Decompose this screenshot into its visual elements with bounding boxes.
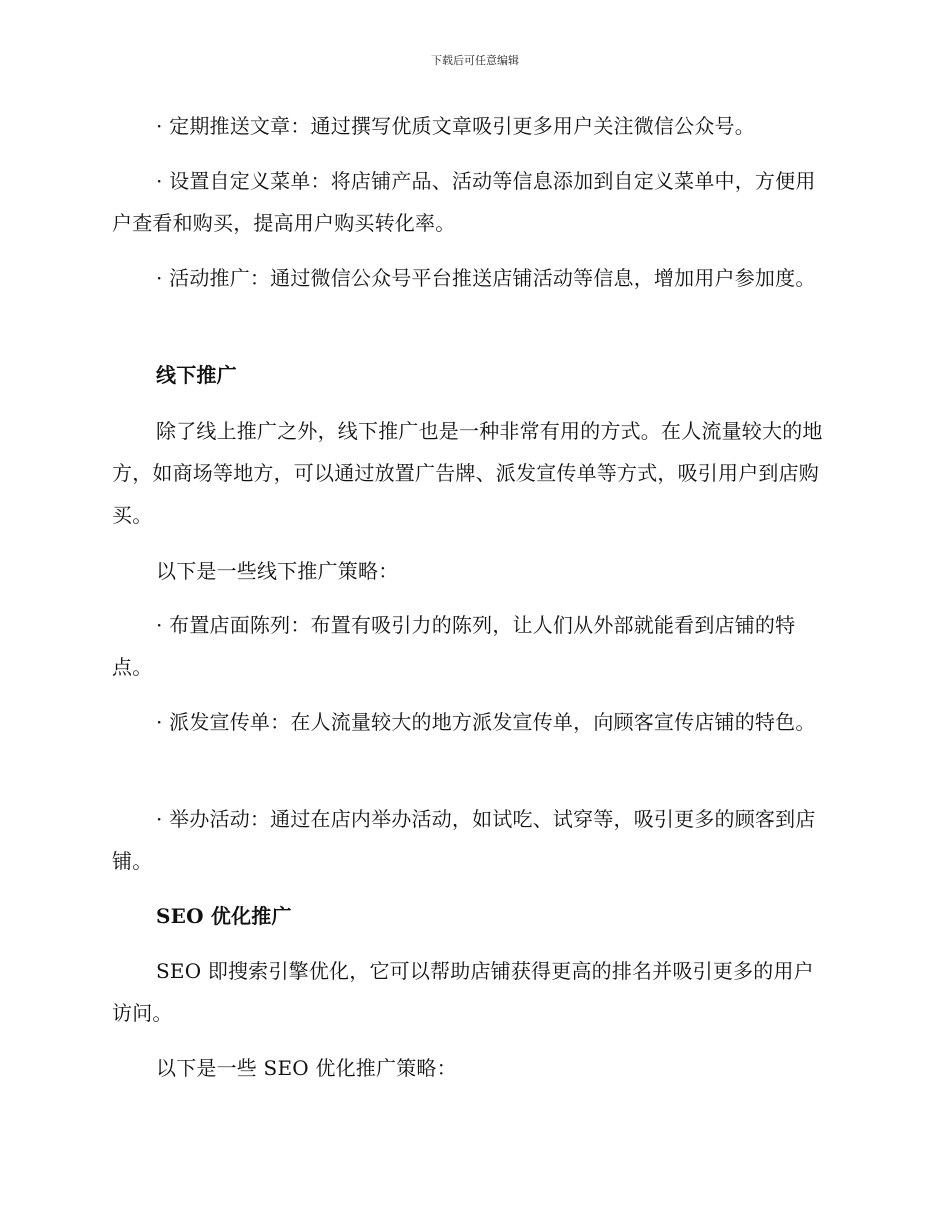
bullet-item: · 派发宣传单：在人流量较大的地方派发宣传单，向顾客宣传店铺的特色。 [156,710,816,734]
bullet-item: · 举办活动：通过在店内举办活动，如试吃、试穿等，吸引更多的顾客到店铺。 [112,807,816,873]
section-heading: 线下推广 [156,363,237,387]
bullet-item: · 布置店面陈列：布置有吸引力的陈列，让人们从外部就能看到店铺的特点。 [112,613,796,679]
body-paragraph: 除了线上推广之外，线下推广也是一种非常有用的方式。在人流量较大的地方，如商场等地方，可以通过放置广告牌、派发宣传单等方式，吸引用户到店购买。 [112,419,823,527]
bullet-item: · 设置自定义菜单：将店铺产品、活动等信息添加到自定义菜单中，方便用户查看和购买，提高用户购买转化率。 [112,169,816,235]
bullet-item: · 活动推广：通过微信公众号平台推送店铺活动等信息，增加用户参加度。 [156,266,816,290]
section-heading: SEO 优化推广 [156,904,292,928]
body-paragraph: SEO 即搜索引擎优化，它可以帮助店铺获得更高的排名并吸引更多的用户访问。 [112,959,814,1025]
page-header: 下载后可任意编辑 [431,54,519,67]
body-paragraph: 以下是一些 SEO 优化推广策略： [156,1056,457,1080]
bullet-item: · 定期推送文章：通过撰写优质文章吸引更多用户关注微信公众号。 [156,114,755,138]
body-paragraph: 以下是一些线下推广策略： [156,559,399,583]
